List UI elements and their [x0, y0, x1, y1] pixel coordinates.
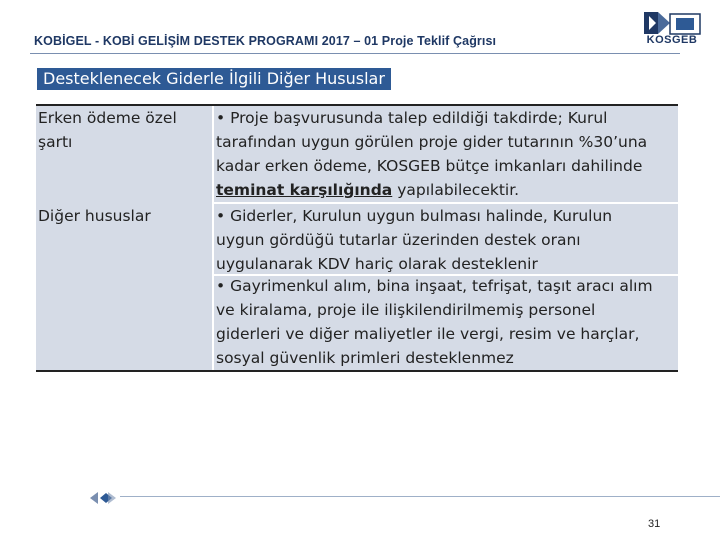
text-fragment: yapılabilecektir.	[392, 181, 520, 199]
text-line: uygulanarak KDV hariç olarak desteklenir	[216, 255, 538, 273]
text-line: • Proje başvurusunda talep edildiği takdirde; Kurul	[216, 109, 608, 127]
underlined-phrase: teminat karşılığında	[216, 181, 393, 199]
row-label-other: Diğer hususlar	[38, 207, 151, 225]
text-line: ve kiralama, proje ile ilişkilendirilmemiş personel	[216, 301, 596, 319]
footer-divider	[120, 496, 720, 497]
text-line: giderleri ve diğer maliyetler ile vergi, resim ve harçlar,	[216, 325, 640, 343]
header-divider	[30, 53, 680, 54]
row-label-early-payment	[38, 106, 210, 154]
row-label-line: Erken ödeme özel	[38, 109, 177, 127]
text-line: uygun gördüğü tutarlar üzerinden destek oranı	[216, 231, 581, 249]
page-number: 31	[648, 518, 661, 530]
row-text-early-payment	[216, 106, 674, 202]
nav-arrows-icon	[88, 490, 118, 506]
section-title: Desteklenecek Giderle İlgili Diğer Hususlar	[37, 68, 391, 90]
header-title: KOBİGEL - KOBİ GELİŞİM DESTEK PROGRAMI 2017 – 01 Proje Teklif Çağrısı	[34, 34, 497, 48]
logo-text: KOSGEB	[646, 34, 698, 46]
row-text-other-2	[216, 274, 674, 370]
text-line	[216, 178, 674, 202]
conditions-table	[36, 104, 678, 372]
text-line: kadar erken ödeme, KOSGEB bütçe imkanları dahilinde	[216, 157, 643, 175]
row-label-line: şartı	[38, 133, 73, 151]
column-divider	[212, 106, 214, 370]
text-line: sosyal güvenlik primleri desteklenmez	[216, 349, 514, 367]
text-line: • Giderler, Kurulun uygun bulması halinde, Kurulun	[216, 207, 613, 225]
row-text-other-1	[216, 204, 674, 276]
text-line: tarafından uygun görülen proje gider tutarının %30’una	[216, 133, 648, 151]
text-line: • Gayrimenkul alım, bina inşaat, tefrişat, taşıt aracı alım	[216, 277, 653, 295]
